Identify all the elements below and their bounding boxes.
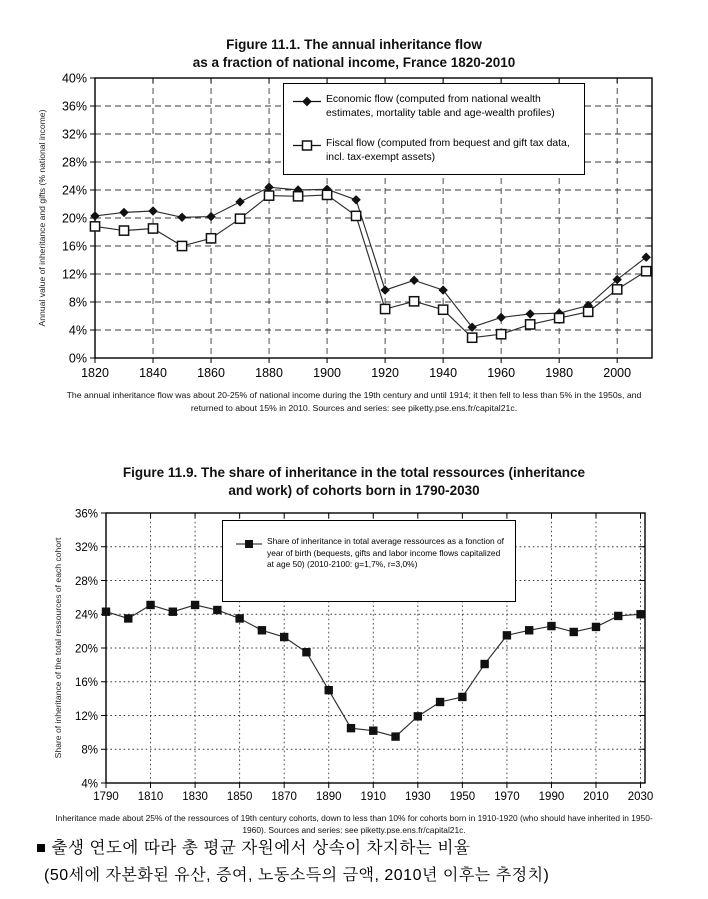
svg-text:32%: 32%: [61, 127, 87, 142]
svg-text:32%: 32%: [74, 542, 98, 555]
legend-entry-economic-flow: [293, 93, 580, 121]
svg-text:1940: 1940: [429, 366, 458, 380]
svg-text:0%: 0%: [68, 351, 87, 366]
figure-11-9-legend: [222, 520, 516, 602]
inheritance-share-marker-icon: [236, 539, 262, 549]
svg-text:1840: 1840: [139, 366, 167, 380]
svg-text:20%: 20%: [61, 211, 87, 226]
legend-label-fiscal-flow: Fiscal flow (computed from bequest and gift tax data, incl. tax-exempt assets): [326, 138, 570, 163]
svg-text:1910: 1910: [360, 791, 387, 803]
svg-text:1920: 1920: [371, 366, 400, 380]
svg-text:1970: 1970: [494, 791, 520, 803]
svg-text:1880: 1880: [255, 366, 283, 380]
korean-note-line-2: (50세에 자본화된 유산, 증여, 노동소득의 금액, 2010년 이후는 추정치): [44, 867, 550, 884]
svg-text:12%: 12%: [61, 267, 87, 282]
figure-11-1-y-axis-label: Annual value of inheritance and gifts (% national income): [37, 109, 47, 327]
svg-text:1820: 1820: [81, 366, 109, 380]
svg-text:12%: 12%: [74, 710, 98, 723]
legend-label-inheritance-share: Share of inheritance in total average ressources as a fonction of year of birth (bequests, gifts and labor income flows capitalized at age 50) (2010-2100: g=1,7%, r=3,0%): [267, 536, 504, 569]
svg-text:1790: 1790: [93, 791, 119, 803]
legend-label-economic-flow: Economic flow (computed from national wealth estimates, mortality table and age-wealth profiles): [326, 94, 555, 119]
figure-11-1-legend: [283, 83, 585, 175]
korean-note-line-1: ■ 출생 연도에 따라 총 평균 자원에서 상속이 차지하는 비율: [36, 839, 471, 857]
svg-text:36%: 36%: [61, 99, 87, 114]
svg-text:24%: 24%: [61, 183, 87, 198]
figure-11-9-caption: Inheritance made about 25% of the ressources of 19th century cohorts, down to less than 10% for cohorts born in 1910-1920 (who should have inherited in 1950-1960). Sources and series: see piketty.pse.ens.fr/capital21c.: [55, 813, 653, 835]
svg-text:8%: 8%: [81, 744, 98, 757]
svg-text:16%: 16%: [74, 677, 98, 690]
legend-entry-fiscal-flow: [293, 137, 580, 165]
figure-11-1-line-chart: [0, 0, 708, 390]
svg-text:1960: 1960: [487, 366, 516, 380]
figure-11-9-line-chart: [0, 440, 708, 810]
svg-text:4%: 4%: [81, 778, 98, 791]
svg-text:2000: 2000: [603, 366, 632, 380]
svg-text:1830: 1830: [182, 791, 208, 803]
svg-text:20%: 20%: [74, 643, 98, 656]
svg-text:1850: 1850: [226, 791, 253, 803]
svg-text:1890: 1890: [315, 791, 342, 803]
figure-11-9-y-axis-label: Share of inheritance of the total ressources of each cohort: [53, 537, 63, 759]
figure-11-1-title-line-1: Figure 11.1. The annual inheritance flow: [226, 37, 482, 52]
legend-entry-inheritance-share: [236, 536, 509, 571]
svg-text:1810: 1810: [137, 791, 164, 803]
svg-text:36%: 36%: [74, 508, 98, 521]
svg-text:2010: 2010: [583, 791, 609, 803]
svg-text:28%: 28%: [74, 575, 98, 588]
svg-text:8%: 8%: [68, 295, 87, 310]
svg-text:40%: 40%: [61, 71, 87, 86]
svg-text:24%: 24%: [74, 609, 98, 622]
svg-text:1930: 1930: [405, 791, 431, 803]
figure-11-9-title-line-2: and work) of cohorts born in 1790-2030: [228, 482, 480, 498]
svg-text:16%: 16%: [61, 239, 87, 254]
svg-text:1860: 1860: [197, 366, 225, 380]
svg-text:1870: 1870: [271, 791, 297, 803]
figure-11-1-caption: The annual inheritance flow was about 20-25% of national income during the 19th century and until 1914; it then fell to less than 5% in the 1950s, and returned to about 15% in 2010. Sources and series: see piketty.pse.ens.fr/capital21c.: [66, 390, 642, 413]
fiscal-flow-marker-icon: [293, 140, 321, 151]
figure-11-1-title-line-2: as a fraction of national income, France 1820-2010: [192, 54, 516, 70]
figure-11-9-title-line-1: Figure 11.9. The share of inheritance in the total ressources (inheritance: [122, 465, 586, 480]
svg-text:1990: 1990: [538, 791, 565, 803]
svg-text:1980: 1980: [545, 366, 574, 380]
svg-text:4%: 4%: [68, 323, 87, 338]
economic-flow-marker-icon: [293, 96, 321, 107]
svg-text:1950: 1950: [449, 791, 476, 803]
svg-text:2030: 2030: [627, 791, 654, 803]
svg-text:28%: 28%: [61, 155, 87, 170]
svg-text:1900: 1900: [313, 366, 341, 380]
